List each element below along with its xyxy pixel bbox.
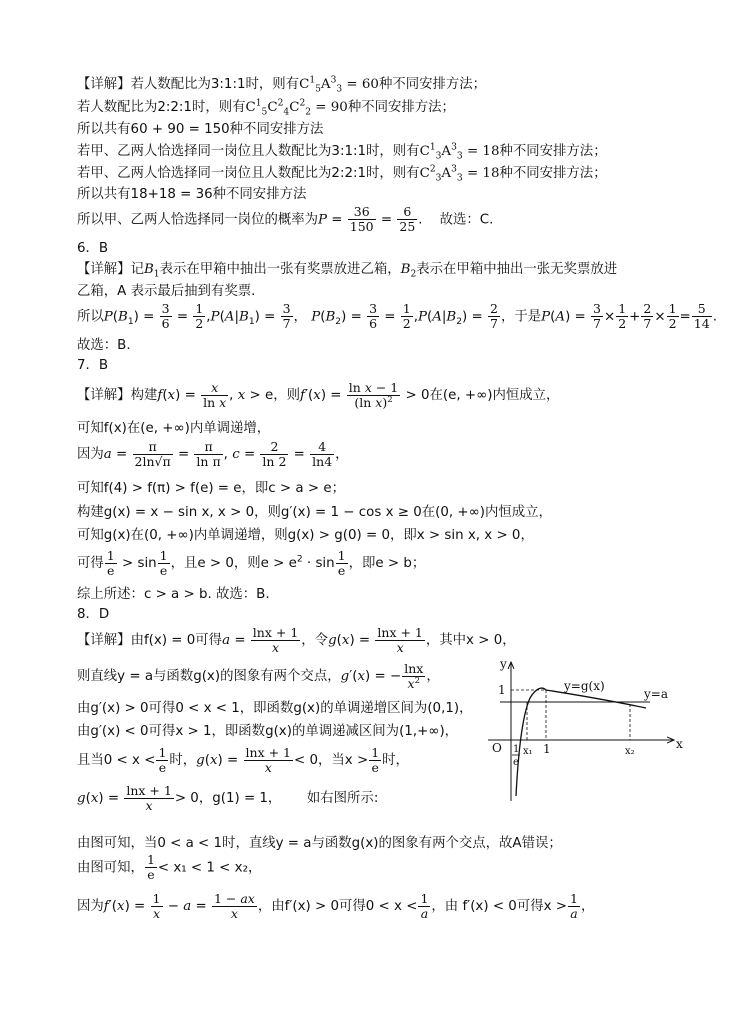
q6-line-4: 故选：B.	[77, 338, 131, 353]
fraction: $\frac{3}{7}$	[282, 301, 291, 331]
fraction: $\frac{\ln x + 1}{x}$	[126, 782, 172, 813]
formula: $C^1_5C^2_4C^2_2 = 90$	[245, 98, 348, 118]
fraction: $\frac{1}{e}$	[146, 852, 155, 882]
q8-line-2: 则直线y = a与函数g(x)的图象有两个交点，g′(x) = − $\frac{\ln x}{x^2}$ ，	[77, 660, 440, 691]
label-x1: x₁	[523, 746, 533, 757]
fraction: $\frac{2}{7}$	[490, 301, 498, 331]
q8-line-6: g(x) = $\frac{\ln x + 1}{x}$ > 0，g(1) = 1， 如右图所示:	[77, 782, 379, 813]
formula: $C^1_5A^3_3 = 60$	[299, 75, 379, 95]
label-y: y	[500, 657, 507, 671]
curve-g	[516, 688, 646, 796]
q5-line-5: 若甲、乙两人恰选择同一岗位且人数配比为2:2:1时，则有$C^2_3A^3_3 = 18$种不同安排方法；	[77, 164, 607, 184]
function-graph	[478, 656, 688, 806]
fraction: $\frac{36}{150}$	[349, 204, 374, 234]
q6-line-2: 乙箱，A 表示最后抽到有奖票.	[77, 284, 256, 299]
q5-line-4: 若甲、乙两人恰选择同一岗位且人数配比为3:1:1时，则有$C^1_3A^3_3 = 18$种不同安排方法；	[77, 142, 607, 162]
fraction: $\frac{1}{2}$	[402, 301, 411, 331]
fraction: $\frac{\ln x + 1}{x}$	[245, 744, 291, 775]
q5-line-1: 【详解】若人数配比为3:1:1时，则有$C^1_5A^3_3 = 60$种不同安排方法；	[77, 75, 487, 95]
label-curve: y=g(x)	[564, 679, 605, 693]
fraction: $\frac{1 - ax}{x}$	[213, 890, 255, 921]
q6-label: 6．B	[77, 241, 109, 256]
fraction: $\frac{\ln x + 1}{x}$	[252, 624, 299, 655]
q6-line-3: 所以$P(B_1)$ = $\frac{3}{6}$ = $\frac{1}{2}$ $,P(A|B_1)$ = $\frac{3}{7}$ ， $P(B_2)$ = $\frac{3}{6}$ = $\frac{1}{2}$ $,P(A|B_2)$ = $\frac{2}{7}$ ，于是P(A) = $\frac{3}{7}$ × $\frac{1}{2}$ + $\frac{2}{7}$ × $\frac{1}{2}$ = $\frac{5}{14}$ .	[77, 301, 717, 331]
label-origin: O	[492, 741, 502, 755]
q7-line-7: 可得 $\frac{1}{e}$ > sin $\frac{1}{e}$ ，且e > 0，则$e > e^2 \cdot \sin$ $\frac{1}{e}$ ，即e > b；	[77, 547, 426, 578]
q7-label: 7．B	[77, 358, 109, 373]
q8-line-3: 由g′(x) > 0可得0 < x < 1，即函数g(x)的单调递增区间为(0,1)，	[77, 701, 473, 716]
fraction: $\frac{1}{e}$	[106, 547, 115, 578]
fraction: $\frac{3}{6}$	[369, 301, 378, 331]
fraction: $\frac{3}{7}$	[593, 301, 601, 331]
q7-line-5: 构建g(x) = x − sin x, x > 0，则g′(x) = 1 − cos x ≥ 0在(0, +∞)内恒成立，	[77, 505, 552, 520]
q8-line-7: 由图可知，当0 < a < 1时，直线y = a与函数g(x)的图象有两个交点，故A错误；	[77, 836, 562, 851]
q5-line-7: 所以甲、乙两人恰选择同一岗位的概率为P = $\frac{36}{150}$ = $\frac{6}{25}$ . 故选：C.	[77, 204, 494, 234]
q8-line-4: 由g′(x) < 0可得x > 1，即函数g(x)的单调递减区间为(1,+∞)，	[77, 724, 459, 739]
q8-line-5: 且当0 < x < $\frac{1}{e}$ 时，g(x) = $\frac{\ln x + 1}{x}$ < 0，当x > $\frac{1}{e}$ 时，	[77, 744, 409, 775]
q8-line-1: 【详解】由f(x) = 0可得a = $\frac{\ln x + 1}{x}$ ，令g(x) = $\frac{\ln x + 1}{x}$ ，其中x > 0，	[77, 624, 516, 655]
detail-label: 【详解】	[77, 77, 131, 92]
q8-label: 8．D	[77, 607, 110, 622]
q5-line-2: 若人数配比为2:2:1时，则有$C^1_5C^2_4C^2_2 = 90$种不同安排方法；	[77, 98, 455, 118]
label-x2: x₂	[625, 746, 635, 757]
formula: $C^2_3A^3_3 = 18$	[419, 164, 500, 184]
label-line: y=a	[644, 687, 668, 701]
q8-line-8: 由图可知， $\frac{1}{e}$ < x₁ < 1 < x₂，	[77, 852, 262, 882]
label-one-y: 1	[498, 683, 506, 697]
q7-line-1: 【详解】构建f(x) = $\frac{x}{\text{ln x}}$ , x > e，则f′(x) = $\frac{\text{ln x − 1}}{(\ln x)^2}$ > 0在(e, +∞)内恒成立，	[77, 379, 560, 410]
label-one-x: 1	[543, 742, 551, 756]
fraction: $\frac{x}{\text{ln x}}$	[203, 379, 227, 410]
fraction: $\frac{3}{6}$	[161, 301, 170, 331]
q6-line-1: 【详解】记$B_1$表示在甲箱中抽出一张有奖票放进乙箱，$B_2$表示在甲箱中抽出一张无奖票放进	[77, 262, 618, 280]
q7-line-2: 可知f(x)在(e, +∞)内单调递增，	[77, 421, 271, 436]
label-x: x	[676, 737, 683, 751]
fraction: $\frac{2}{\ln 2}$	[262, 438, 287, 469]
q8-line-9: 因为f′(x) = $\frac{1}{x}$ − a = $\frac{1 - ax}{x}$ ，由f′(x) > 0可得0 < x < $\frac{1}{a}$ ，由 f′(x) < 0可得x > $\frac{1}{a}$ ，	[77, 890, 595, 921]
q7-line-8: 综上所述：c > a > b. 故选：B.	[77, 587, 270, 602]
fraction: $\frac{\text{ln x − 1}}{(\ln x)^2}$	[348, 379, 399, 410]
q7-line-3: 因为a = $\frac{\pi}{2\ln√\pi}$ = $\frac{\pi}{\text{ln π}}$ , c = $\frac{2}{\ln 2}$ = $\frac{4}{\ln 4}$ ，	[77, 438, 349, 469]
fraction: $\frac{\pi}{2\ln√\pi}$	[134, 438, 171, 469]
fraction: $\frac{1}{x}$	[152, 890, 161, 921]
fraction: $\frac{1}{e}$	[158, 744, 167, 775]
q5-line-3: 所以共有60 + 90 = 150种不同安排方法	[77, 122, 324, 137]
q5-line-6: 所以共有18+18 = 36种不同安排方法	[77, 187, 307, 202]
fraction: $\frac{6}{25}$	[399, 204, 416, 234]
fraction: $\frac{\pi}{\text{ln π}}$	[196, 438, 221, 469]
fraction: $\frac{\ln x + 1}{x}$	[377, 624, 423, 655]
formula: $C^1_3A^3_3 = 18$	[419, 142, 500, 162]
label-inv-e-den: e	[513, 757, 519, 768]
fraction: $\frac{1}{2}$	[195, 301, 204, 331]
label-inv-e-num: 1	[513, 744, 520, 755]
q7-line-4: 可知f(4) > f(π) > f(e) = e，即c > a > e；	[77, 481, 345, 496]
q7-line-6: 可知g(x)在(0, +∞)内单调递增，则g(x) > g(0) = 0，即x > sin x, x > 0，	[77, 528, 534, 543]
fraction: $\frac{4}{\ln 4}$	[312, 438, 333, 469]
fraction: $\frac{\ln x}{x^2}$	[404, 660, 424, 691]
